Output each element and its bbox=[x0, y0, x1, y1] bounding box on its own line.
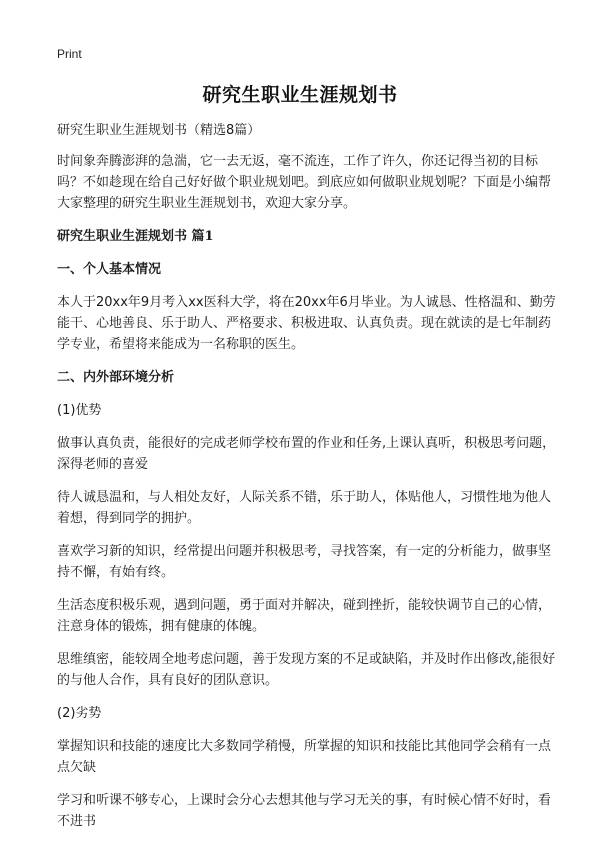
strength-paragraph: 喜欢学习新的知识，经常提出问题并积极思考，寻找答案，有一定的分析能力，做事坚持不懈，有始有终。 bbox=[57, 544, 552, 580]
basic-info-paragraph: 本人于20xx年9月考入xx医科大学，将在20xx年6月毕业。为人诚恳、性格温和、勤劳能干、心地善良、乐于助人、严格要求、积极进取、认真负责。现在就读的是七年制药学专业，希望将来能成为一名称职的医生。 bbox=[57, 295, 556, 352]
section-heading-basic-info: 一、个人基本情况 bbox=[57, 262, 162, 277]
strength-paragraph: 思维缜密，能较周全地考虑问题，善于发现方案的不足或缺陷，并及时作出修改,能很好的与他人合作，具有良好的团队意识。 bbox=[57, 652, 556, 688]
strength-paragraph: 做事认真负责，能很好的完成老师学校布置的作业和任务,上课认真听，积极思考问题，深得老师的喜爱 bbox=[57, 436, 556, 472]
weakness-paragraph: 掌握知识和技能的速度比大多数同学稍慢，所掌握的知识和技能比其他同学会稍有一点点欠缺 bbox=[57, 739, 552, 775]
print-link[interactable]: Print bbox=[57, 47, 82, 61]
article-subtitle: 研究生职业生涯规划书（精选8篇） bbox=[57, 123, 261, 138]
strength-paragraph: 待人诚恳温和，与人相处友好，人际关系不错，乐于助人，体贴他人，习惯性地为他人着想，得到同学的拥护。 bbox=[57, 490, 552, 526]
page-title: 研究生职业生涯规划书 bbox=[202, 84, 398, 106]
section-heading-environment: 二、内外部环境分析 bbox=[57, 370, 175, 385]
weakness-paragraph: 学习和听课不够专心，上课时会分心去想其他与学习无关的事，有时候心情不好时，看不进书 bbox=[57, 793, 552, 829]
part-heading: 研究生职业生涯规划书 篇1 bbox=[57, 229, 214, 244]
strengths-label: (1)优势 bbox=[57, 403, 102, 418]
article-body bbox=[57, 120, 557, 844]
weaknesses-label: (2)劣势 bbox=[57, 706, 102, 721]
intro-paragraph: 时间象奔腾澎湃的急湍，它一去无返，毫不流连，工作了许久，你还记得当初的目标吗？不如趁现在给自己好好做个职业规划吧。到底应如何做职业规划呢？下面是小编帮大家整理的研究生职业生涯规划书，欢迎大家分享。 bbox=[57, 154, 552, 211]
strength-paragraph: 生活态度积极乐观，遇到问题，勇于面对并解决，碰到挫折，能较快调节自己的心情，注意身体的锻炼，拥有健康的体魄。 bbox=[57, 598, 552, 634]
